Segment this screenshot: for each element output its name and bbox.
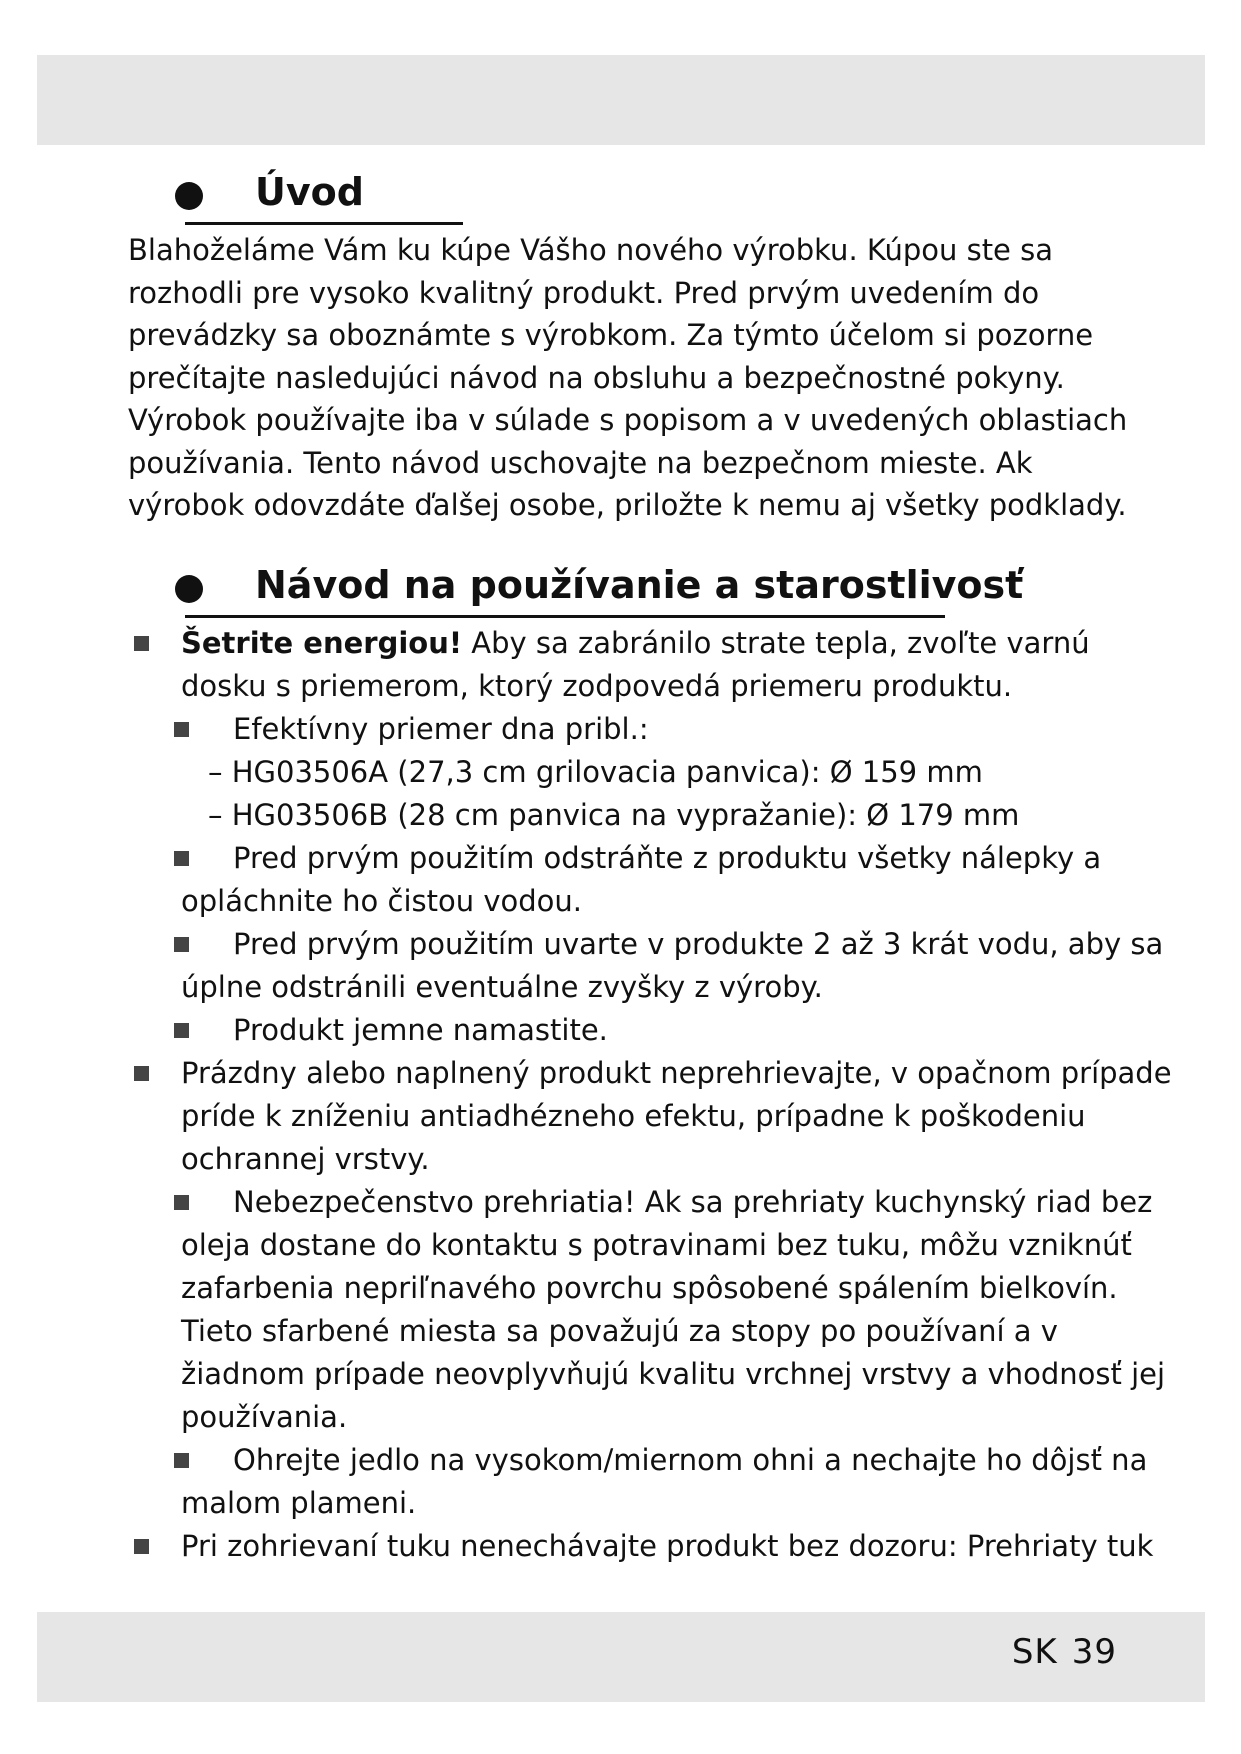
square-bullet-icon (134, 1539, 149, 1554)
sub-list-item: Nebezpečenstvo prehriatia! Ak sa prehriaty kuchynský riad bez (233, 1185, 1153, 1219)
sub-list-item: Pred prvým použitím uvarte v produkte 2 až 3 krát vodu, aby sa (233, 927, 1164, 961)
intro-paragraph: Blahoželáme Vám ku kúpe Vášho nového výrobku. Kúpou ste sa rozhodli pre vysoko kvalitný produkt. Pred prvým uvedením do prevádzky sa oboznámte s výrobkom. Za týmto účelom si pozorne prečítajte nasledujúci návod na obsluhu a bezpečnostné pokyny. Výrobok používajte iba v súlade s popisom a v uvedených oblastiach používania. Tento návod uschovajte na bezpečnom mieste. Ak výrobok odovzdáte ďalšej osobe, priložte k nemu aj všetky podklady. (128, 233, 1128, 522)
list-item-cont: dosku s priemerom, ktorý zodpovedá priemeru produktu. (181, 669, 1013, 703)
list-item-cont: ochrannej vrstvy. (181, 1142, 430, 1176)
care-title: Návod na používanie a starostlivosť (255, 563, 1024, 607)
sub-list-item: Produkt jemne namastite. (233, 1013, 608, 1047)
sub-list-item-cont: Tieto sfarbené miesta sa považujú za stopy po používaní a v (181, 1314, 1058, 1348)
dash-item: – HG03506B (28 cm panvica na vypražanie): Ø 179 mm (208, 798, 1020, 832)
sub-list-item: Pred prvým použitím odstráňte z produktu všetky nálepky a (233, 841, 1102, 875)
list-item: Šetrite energiou! Aby sa zabránilo strate tepla, zvoľte varnú (181, 626, 1090, 660)
sub-list-item: Ohrejte jedlo na vysokom/miernom ohni a nechajte ho dôjsť na (233, 1443, 1148, 1477)
square-bullet-icon (174, 1023, 189, 1038)
square-bullet-icon (174, 851, 189, 866)
sub-list-item-cont: malom plameni. (181, 1486, 417, 1520)
sub-list-item-cont: oleja dostane do kontaktu s potravinami bez tuku, môžu vzniknúť (181, 1228, 1132, 1262)
intro-title: Úvod (255, 170, 364, 214)
page-footer (998, 1632, 1117, 1672)
sub-list-item-cont: opláchnite ho čistou vodou. (181, 884, 582, 918)
header-band (37, 55, 1205, 145)
heading-underline (185, 222, 463, 225)
list-item: Prázdny alebo naplnený produkt neprehrievajte, v opačnom prípade (181, 1056, 1172, 1090)
page-number: 39 (1071, 1632, 1117, 1672)
list-item: Pri zohrievaní tuku nenechávajte produkt bez dozoru: Prehriaty tuk (181, 1529, 1154, 1563)
heading-underline (185, 615, 945, 618)
bullet-dot-icon (175, 182, 203, 210)
square-bullet-icon (174, 1453, 189, 1468)
square-bullet-icon (174, 1195, 189, 1210)
square-bullet-icon (174, 722, 189, 737)
square-bullet-icon (134, 1066, 149, 1081)
square-bullet-icon (134, 636, 149, 651)
sub-list-item-cont: zafarbenia nepriľnavého povrchu spôsobené spálením bielkovín. (181, 1271, 1118, 1305)
bullet-dot-icon (175, 575, 203, 603)
sub-list-item-cont: používania. (181, 1400, 348, 1434)
sub-list-item: Efektívny priemer dna pribl.: (233, 712, 649, 746)
dash-item: – HG03506A (27,3 cm grilovacia panvica): Ø 159 mm (208, 755, 983, 789)
list-item-cont: príde k zníženiu antiadhézneho efektu, prípadne k poškodeniu (181, 1099, 1086, 1133)
footer-lang: SK (1011, 1632, 1058, 1672)
square-bullet-icon (174, 937, 189, 952)
sub-list-item-cont: úplne odstránili eventuálne zvyšky z výroby. (181, 970, 823, 1004)
sub-list-item-cont: žiadnom prípade neovplyvňujú kvalitu vrchnej vrstvy a vhodnosť jej (181, 1357, 1166, 1391)
